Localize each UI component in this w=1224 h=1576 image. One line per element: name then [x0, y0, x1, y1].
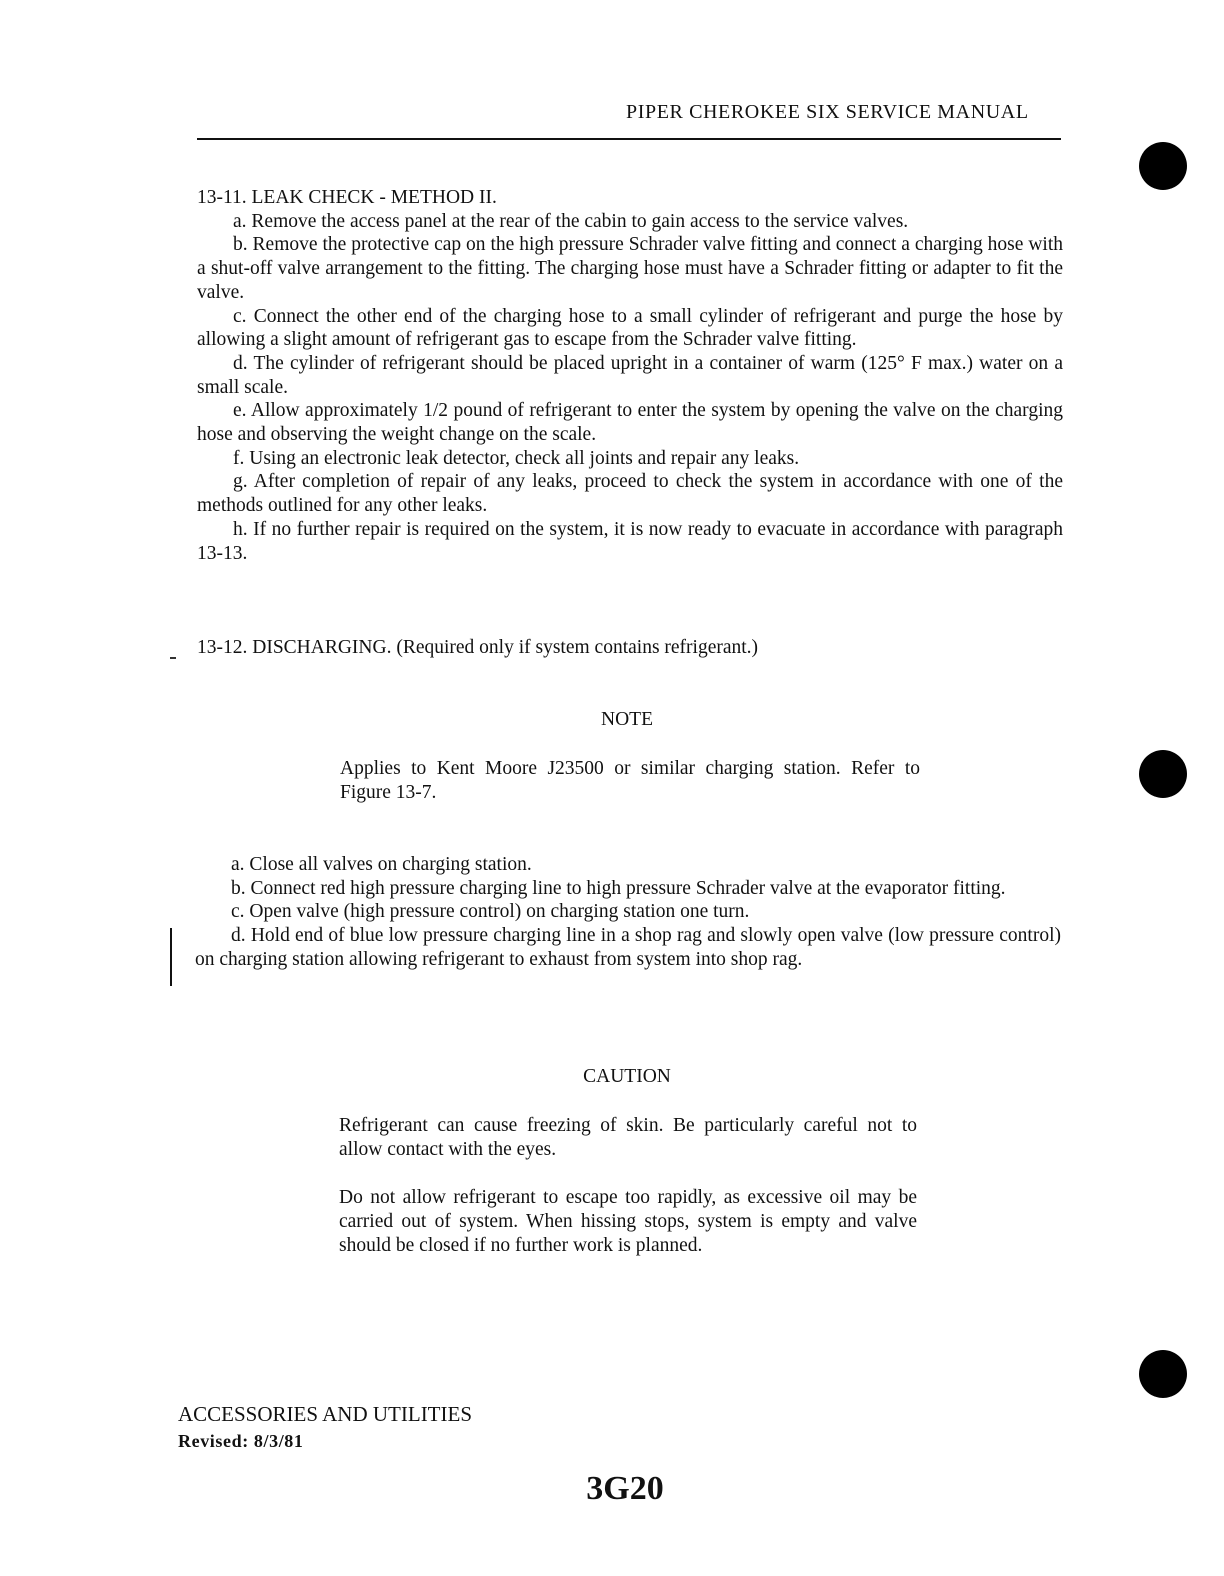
note-body: Applies to Kent Moore J23500 or similar charging station. Refer to Figure 13-7.: [340, 758, 920, 803]
leak-check-step: g. After completion of repair of any leaks, proceed to check the system in accordance with one of the methods outlined for any other leaks.: [197, 471, 1063, 517]
page-number: 3G20: [586, 1470, 664, 1507]
margin-mark: [170, 657, 176, 659]
binder-hole-middle: [1139, 750, 1187, 798]
leak-check-step: h. If no further repair is required on the system, it is now ready to evacuate in accordance with paragraph 13-13.: [197, 518, 1063, 564]
binder-hole-bottom: [1139, 1350, 1187, 1398]
footer-chapter: ACCESSORIES AND UTILITIES: [178, 1402, 473, 1426]
discharging-step: a. Close all valves on charging station.: [231, 854, 532, 875]
revision-change-bar: [170, 928, 172, 986]
leak-check-step: e. Allow approximately 1/2 pound of refrigerant to enter the system by opening the valve on the charging hose and observing the weight change on the scale.: [197, 400, 1063, 446]
page-header-title: PIPER CHEROKEE SIX SERVICE MANUAL: [626, 101, 1029, 123]
leak-check-step: c. Connect the other end of the charging hose to a small cylinder of refrigerant and purge the hose by allowing a slight amount of refrigerant gas to escape from the Schrader valve fitting.: [197, 305, 1063, 351]
note-text: [340, 757, 920, 829]
leak-check-step: a. Remove the access panel at the rear of the cabin to gain access to the service valves.: [233, 210, 909, 232]
discharging-step: b. Connect red high pressure charging line to high pressure Schrader valve at the evaporator fitting.: [231, 877, 1006, 899]
section-13-11-title: 13-11. LEAK CHECK - METHOD II.: [197, 187, 497, 208]
binder-hole-top: [1139, 142, 1187, 190]
discharging-step: d. Hold end of blue low pressure charging line in a shop rag and slowly open valve (low pressure control) on charging station allowing refrigerant to exhaust from system into shop rag.: [195, 925, 1061, 970]
caution-heading: CAUTION: [583, 1066, 671, 1087]
caution-paragraph: Refrigerant can cause freezing of skin. Be particularly careful not to allow contact with the eyes.: [339, 1115, 917, 1160]
footer-revised: Revised: 8/3/81: [178, 1431, 304, 1451]
leak-check-step: f. Using an electronic leak detector, check all joints and repair any leaks.: [233, 447, 800, 469]
discharging-steps: [195, 853, 1061, 972]
section-13-11: [197, 186, 1063, 565]
section-13-12-title: 13-12. DISCHARGING. (Required only if system contains refrigerant.): [197, 637, 759, 658]
leak-check-step: b. Remove the protective cap on the high pressure Schrader valve fitting and connect a charging hose with a shut-off valve arrangement to the fitting. The charging hose must have a Schrader fitting or adapter to fit the valve.: [197, 234, 1063, 303]
header-rule: [197, 138, 1061, 140]
caution-text: [339, 1114, 917, 1282]
leak-check-step: d. The cylinder of refrigerant should be placed upright in a container of warm (125° F max.) water on a small scale.: [197, 352, 1063, 398]
discharging-step: c. Open valve (high pressure control) on charging station one turn.: [231, 901, 750, 923]
note-heading: NOTE: [601, 709, 653, 730]
caution-paragraph: Do not allow refrigerant to escape too rapidly, as excessive oil may be carried out of system. When hissing stops, system is empty and valve should be closed if no further work is planned.: [339, 1187, 917, 1256]
